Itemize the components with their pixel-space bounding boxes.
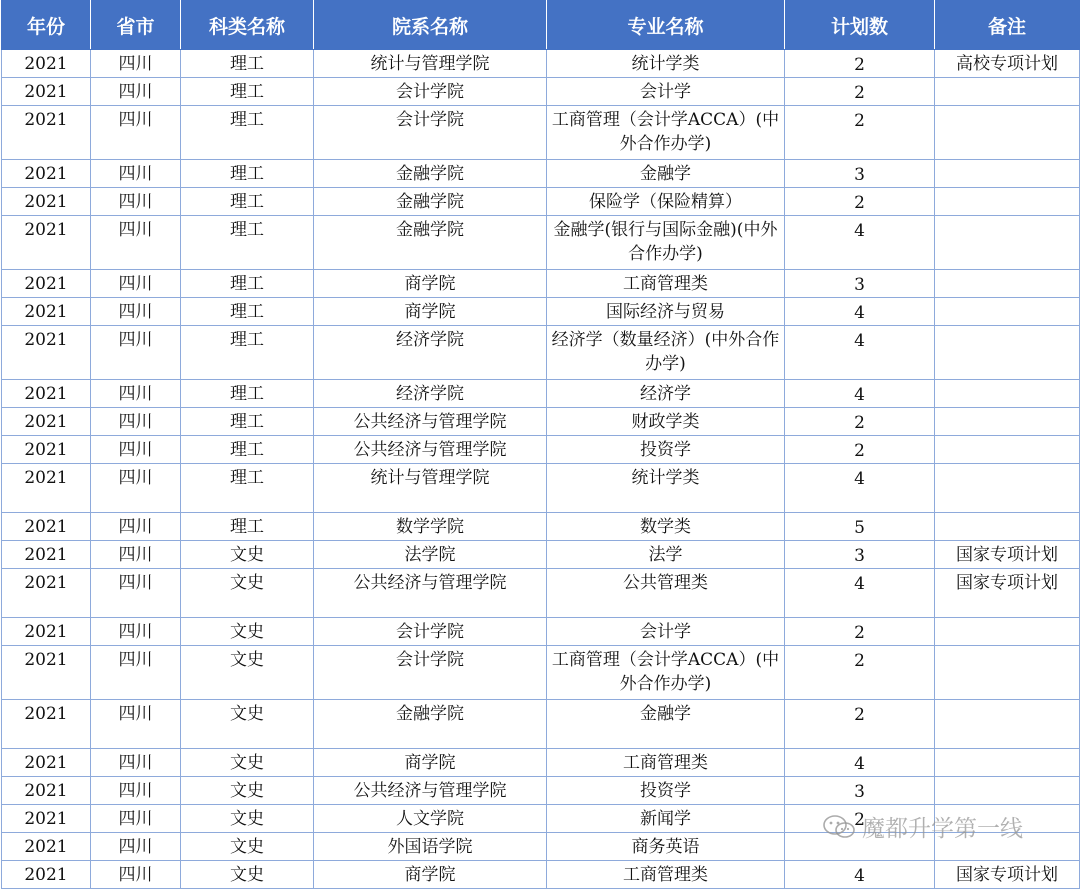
category-cell: 理工 [181, 160, 314, 188]
province-cell: 四川 [91, 50, 181, 78]
table-row [2, 160, 1080, 188]
plan-count-cell: 2 [785, 436, 935, 464]
department-cell: 经济学院 [314, 326, 547, 380]
department-cell: 人文学院 [314, 805, 547, 833]
header-year: 年份 [2, 1, 91, 50]
major-cell: 工商管理（会计学ACCA）(中外合作办学) [547, 106, 785, 160]
year-cell: 2021 [2, 408, 91, 436]
plan-count-cell: 4 [785, 861, 935, 889]
plan-count-cell: 4 [785, 326, 935, 380]
major-cell: 财政学类 [547, 408, 785, 436]
province-cell: 四川 [91, 436, 181, 464]
major-cell: 保险学（保险精算） [547, 188, 785, 216]
remark-cell [935, 777, 1080, 805]
table-row [2, 749, 1080, 777]
major-cell: 经济学 [547, 380, 785, 408]
year-cell: 2021 [2, 833, 91, 861]
department-cell: 统计与管理学院 [314, 50, 547, 78]
category-cell: 文史 [181, 618, 314, 646]
category-cell: 理工 [181, 380, 314, 408]
year-cell: 2021 [2, 326, 91, 380]
category-cell: 理工 [181, 408, 314, 436]
department-cell: 会计学院 [314, 646, 547, 700]
province-cell: 四川 [91, 160, 181, 188]
plan-count-cell: 3 [785, 777, 935, 805]
plan-count-cell: 4 [785, 298, 935, 326]
year-cell: 2021 [2, 541, 91, 569]
year-cell: 2021 [2, 805, 91, 833]
category-cell: 理工 [181, 326, 314, 380]
header-plan-count: 计划数 [785, 1, 935, 50]
year-cell: 2021 [2, 78, 91, 106]
major-cell: 国际经济与贸易 [547, 298, 785, 326]
remark-cell [935, 298, 1080, 326]
table-body [2, 50, 1080, 889]
major-cell: 商务英语 [547, 833, 785, 861]
year-cell: 2021 [2, 106, 91, 160]
department-cell: 商学院 [314, 298, 547, 326]
year-cell: 2021 [2, 861, 91, 889]
table-row [2, 618, 1080, 646]
category-cell: 理工 [181, 513, 314, 541]
remark-cell [935, 160, 1080, 188]
table-row [2, 326, 1080, 380]
plan-count-cell: 3 [785, 160, 935, 188]
table-row [2, 646, 1080, 700]
province-cell: 四川 [91, 513, 181, 541]
year-cell: 2021 [2, 569, 91, 618]
year-cell: 2021 [2, 436, 91, 464]
major-cell: 金融学 [547, 700, 785, 749]
department-cell: 经济学院 [314, 380, 547, 408]
table-row [2, 270, 1080, 298]
year-cell: 2021 [2, 380, 91, 408]
province-cell: 四川 [91, 777, 181, 805]
major-cell: 工商管理类 [547, 749, 785, 777]
province-cell: 四川 [91, 270, 181, 298]
header-row [2, 1, 1080, 50]
plan-count-cell: 4 [785, 216, 935, 270]
province-cell: 四川 [91, 541, 181, 569]
table-row [2, 298, 1080, 326]
watermark-text: 魔都升学第一线 [862, 816, 1023, 842]
table-row [2, 777, 1080, 805]
year-cell: 2021 [2, 700, 91, 749]
category-cell: 文史 [181, 777, 314, 805]
plan-count-cell: 3 [785, 541, 935, 569]
department-cell: 商学院 [314, 270, 547, 298]
province-cell: 四川 [91, 216, 181, 270]
table-row [2, 700, 1080, 749]
year-cell: 2021 [2, 646, 91, 700]
year-cell: 2021 [2, 188, 91, 216]
plan-count-cell: 4 [785, 749, 935, 777]
province-cell: 四川 [91, 298, 181, 326]
header-major: 专业名称 [547, 1, 785, 50]
major-cell: 投资学 [547, 777, 785, 805]
department-cell: 法学院 [314, 541, 547, 569]
province-cell: 四川 [91, 569, 181, 618]
table-row [2, 216, 1080, 270]
department-cell: 金融学院 [314, 188, 547, 216]
header-province: 省市 [91, 1, 181, 50]
category-cell: 理工 [181, 464, 314, 513]
department-cell: 公共经济与管理学院 [314, 436, 547, 464]
category-cell: 理工 [181, 270, 314, 298]
category-cell: 理工 [181, 50, 314, 78]
province-cell: 四川 [91, 326, 181, 380]
department-cell: 商学院 [314, 861, 547, 889]
major-cell: 经济学（数量经济）(中外合作办学) [547, 326, 785, 380]
remark-cell: 国家专项计划 [935, 569, 1080, 618]
plan-count-cell: 3 [785, 270, 935, 298]
remark-cell [935, 270, 1080, 298]
table-row [2, 106, 1080, 160]
major-cell: 数学类 [547, 513, 785, 541]
major-cell: 工商管理类 [547, 270, 785, 298]
header-category: 科类名称 [181, 1, 314, 50]
table-row [2, 188, 1080, 216]
plan-count-cell: 4 [785, 569, 935, 618]
major-cell: 统计学类 [547, 50, 785, 78]
table-row [2, 833, 1080, 861]
plan-count-cell: 2 [785, 50, 935, 78]
category-cell: 文史 [181, 646, 314, 700]
table-row [2, 569, 1080, 618]
year-cell: 2021 [2, 618, 91, 646]
department-cell: 公共经济与管理学院 [314, 569, 547, 618]
table-row [2, 805, 1080, 833]
admission-plan-table [1, 0, 1080, 889]
year-cell: 2021 [2, 50, 91, 78]
remark-cell: 国家专项计划 [935, 541, 1080, 569]
remark-cell [935, 408, 1080, 436]
year-cell: 2021 [2, 749, 91, 777]
major-cell: 新闻学 [547, 805, 785, 833]
major-cell: 会计学 [547, 618, 785, 646]
department-cell: 会计学院 [314, 618, 547, 646]
category-cell: 文史 [181, 861, 314, 889]
category-cell: 文史 [181, 569, 314, 618]
department-cell: 金融学院 [314, 700, 547, 749]
major-cell: 会计学 [547, 78, 785, 106]
department-cell: 公共经济与管理学院 [314, 777, 547, 805]
remark-cell [935, 188, 1080, 216]
remark-cell [935, 805, 1080, 833]
province-cell: 四川 [91, 749, 181, 777]
province-cell: 四川 [91, 78, 181, 106]
category-cell: 理工 [181, 78, 314, 106]
province-cell: 四川 [91, 380, 181, 408]
header-department: 院系名称 [314, 1, 547, 50]
category-cell: 理工 [181, 298, 314, 326]
plan-count-cell: 2 [785, 646, 935, 700]
remark-cell: 高校专项计划 [935, 50, 1080, 78]
major-cell: 金融学 [547, 160, 785, 188]
remark-cell [935, 380, 1080, 408]
table-row [2, 436, 1080, 464]
plan-count-cell: 2 [785, 188, 935, 216]
plan-count-cell [785, 833, 935, 861]
major-cell: 统计学类 [547, 464, 785, 513]
remark-cell [935, 216, 1080, 270]
category-cell: 理工 [181, 216, 314, 270]
major-cell: 法学 [547, 541, 785, 569]
category-cell: 文史 [181, 700, 314, 749]
category-cell: 文史 [181, 749, 314, 777]
plan-count-cell: 2 [785, 700, 935, 749]
plan-count-cell: 5 [785, 513, 935, 541]
department-cell: 数学学院 [314, 513, 547, 541]
remark-cell [935, 106, 1080, 160]
remark-cell [935, 618, 1080, 646]
category-cell: 理工 [181, 106, 314, 160]
province-cell: 四川 [91, 646, 181, 700]
department-cell: 会计学院 [314, 106, 547, 160]
province-cell: 四川 [91, 464, 181, 513]
table-header [2, 1, 1080, 50]
province-cell: 四川 [91, 805, 181, 833]
department-cell: 金融学院 [314, 160, 547, 188]
remark-cell [935, 833, 1080, 861]
remark-cell [935, 749, 1080, 777]
table-row [2, 464, 1080, 513]
remark-cell [935, 646, 1080, 700]
plan-count-cell: 4 [785, 380, 935, 408]
year-cell: 2021 [2, 298, 91, 326]
remark-cell [935, 700, 1080, 749]
plan-count-cell: 2 [785, 78, 935, 106]
category-cell: 文史 [181, 805, 314, 833]
remark-cell [935, 436, 1080, 464]
department-cell: 商学院 [314, 749, 547, 777]
major-cell: 公共管理类 [547, 569, 785, 618]
plan-count-cell: 2 [785, 408, 935, 436]
province-cell: 四川 [91, 408, 181, 436]
year-cell: 2021 [2, 513, 91, 541]
category-cell: 理工 [181, 188, 314, 216]
province-cell: 四川 [91, 861, 181, 889]
remark-cell [935, 513, 1080, 541]
department-cell: 会计学院 [314, 78, 547, 106]
major-cell: 工商管理（会计学ACCA）(中外合作办学) [547, 646, 785, 700]
table-row [2, 861, 1080, 889]
province-cell: 四川 [91, 833, 181, 861]
year-cell: 2021 [2, 160, 91, 188]
table-row [2, 380, 1080, 408]
plan-count-cell: 2 [785, 106, 935, 160]
major-cell: 工商管理类 [547, 861, 785, 889]
category-cell: 文史 [181, 541, 314, 569]
major-cell: 投资学 [547, 436, 785, 464]
remark-cell [935, 326, 1080, 380]
year-cell: 2021 [2, 464, 91, 513]
province-cell: 四川 [91, 618, 181, 646]
remark-cell [935, 78, 1080, 106]
table-row [2, 513, 1080, 541]
table-row [2, 408, 1080, 436]
category-cell: 文史 [181, 833, 314, 861]
plan-count-cell: 2 [785, 805, 935, 833]
plan-count-cell: 4 [785, 464, 935, 513]
year-cell: 2021 [2, 777, 91, 805]
header-remark: 备注 [935, 1, 1080, 50]
province-cell: 四川 [91, 700, 181, 749]
remark-cell: 国家专项计划 [935, 861, 1080, 889]
category-cell: 理工 [181, 436, 314, 464]
year-cell: 2021 [2, 216, 91, 270]
province-cell: 四川 [91, 106, 181, 160]
year-cell: 2021 [2, 270, 91, 298]
department-cell: 公共经济与管理学院 [314, 408, 547, 436]
table-row [2, 78, 1080, 106]
department-cell: 外国语学院 [314, 833, 547, 861]
province-cell: 四川 [91, 188, 181, 216]
table-row [2, 50, 1080, 78]
department-cell: 统计与管理学院 [314, 464, 547, 513]
plan-count-cell: 2 [785, 618, 935, 646]
department-cell: 金融学院 [314, 216, 547, 270]
major-cell: 金融学(银行与国际金融)(中外合作办学) [547, 216, 785, 270]
remark-cell [935, 464, 1080, 513]
table-row [2, 541, 1080, 569]
